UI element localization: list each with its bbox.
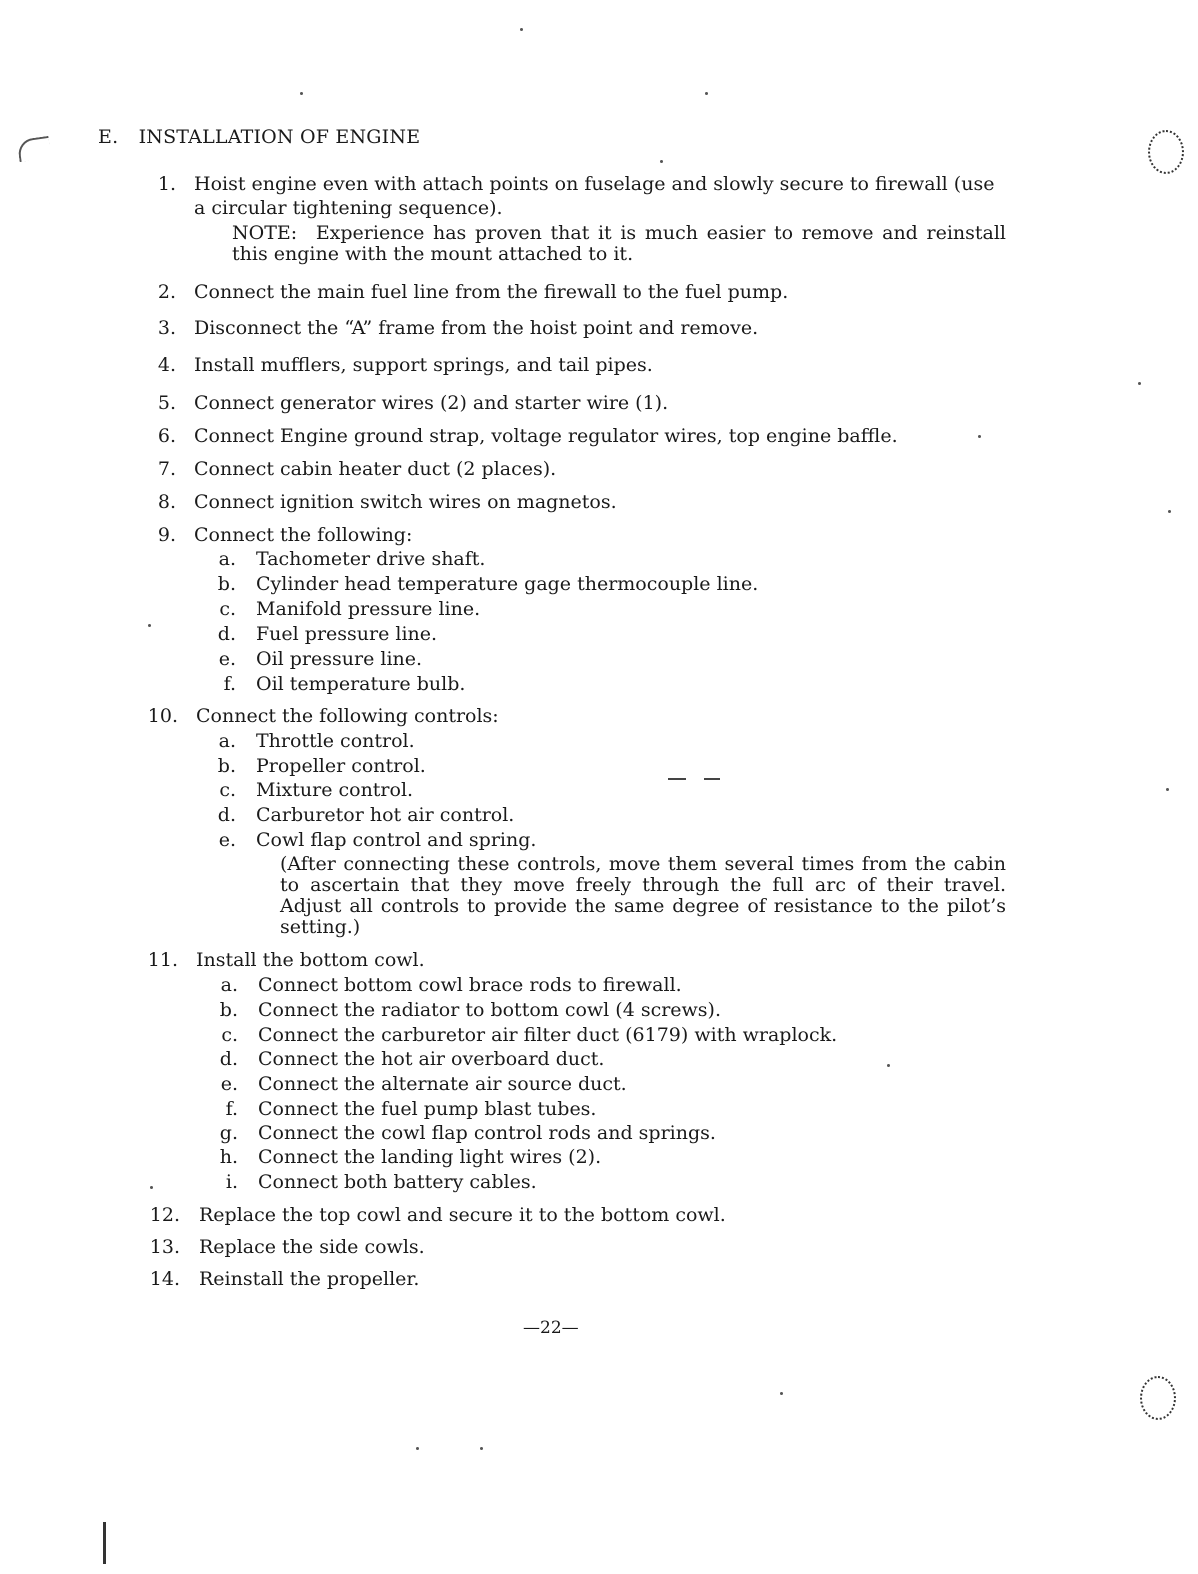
scan-speck	[660, 160, 663, 163]
note-label: NOTE:	[232, 222, 298, 244]
controls-paragraph: (After connecting these controls, move them several times from the cabin to ascertain that they move freely through the full arc of their travel. Adjust all controls to provide the same degree of resistance to the pilot’s setting.)	[280, 853, 1006, 938]
scan-speck	[668, 778, 686, 780]
step-text: Install mufflers, support springs, and tail pipes.	[194, 354, 653, 376]
step-number: 13.	[149, 1236, 180, 1258]
sub-letter: d.	[219, 1048, 238, 1070]
step-text: Install the bottom cowl.	[196, 949, 425, 971]
sub-text: Manifold pressure line.	[256, 598, 481, 620]
sub-text: Oil temperature bulb.	[256, 673, 466, 695]
step-text: Connect the following controls:	[196, 705, 499, 727]
sub-letter: c.	[221, 1024, 238, 1046]
sub-text: Connect bottom cowl brace rods to firewall.	[258, 974, 682, 996]
step-text: Connect the main fuel line from the firewall to the fuel pump.	[194, 281, 789, 303]
sub-text: Cylinder head temperature gage thermocouple line.	[256, 573, 759, 595]
sub-letter: a.	[220, 974, 238, 996]
step-text: Connect cabin heater duct (2 places).	[194, 458, 557, 480]
sub-text: Propeller control.	[256, 755, 426, 777]
sub-text: Connect the cowl flap control rods and springs.	[258, 1122, 716, 1144]
step-text: Connect the following:	[194, 524, 413, 546]
step-number: 4.	[157, 354, 176, 376]
step-number: 5.	[157, 392, 176, 414]
sub-text: Connect the radiator to bottom cowl (4 screws).	[258, 999, 722, 1021]
sub-letter: h.	[219, 1146, 238, 1168]
section-title: INSTALLATION OF ENGINE	[138, 126, 421, 148]
sub-letter: g.	[219, 1122, 238, 1144]
step-number: 9.	[157, 524, 176, 546]
sub-text: Connect the fuel pump blast tubes.	[258, 1098, 597, 1120]
sub-text: Connect the alternate air source duct.	[258, 1073, 627, 1095]
sub-letter: d.	[217, 804, 236, 826]
step-text-line-1: Hoist engine even with attach points on fuselage and slowly secure to firewall (use	[194, 173, 995, 195]
sub-text: Connect the hot air overboard duct.	[258, 1048, 605, 1070]
sub-text: Connect both battery cables.	[258, 1171, 537, 1193]
scan-speck	[520, 28, 523, 31]
sub-text: Connect the carburetor air filter duct (6179) with wraplock.	[258, 1024, 838, 1046]
sub-letter: a.	[218, 730, 236, 752]
scan-speck	[150, 1186, 153, 1189]
sub-letter: d.	[217, 623, 236, 645]
sub-text: Fuel pressure line.	[256, 623, 438, 645]
step-text: Disconnect the “A” frame from the hoist point and remove.	[194, 317, 759, 339]
scan-speck	[480, 1447, 483, 1450]
sub-text: Tachometer drive shaft.	[256, 548, 486, 570]
step-number: 1.	[157, 173, 176, 195]
sub-letter: c.	[219, 779, 236, 801]
step-text: Reinstall the propeller.	[199, 1268, 420, 1290]
scan-speck	[780, 1392, 783, 1395]
sub-letter: e.	[218, 829, 236, 851]
sub-letter: b.	[217, 573, 236, 595]
scan-speck	[1138, 382, 1141, 385]
sub-text: Carburetor hot air control.	[256, 804, 515, 826]
step-text: Replace the side cowls.	[199, 1236, 425, 1258]
scan-edge-mark	[17, 136, 52, 162]
step-note	[232, 223, 1006, 265]
sub-text: Mixture control.	[256, 779, 414, 801]
step-text: Replace the top cowl and secure it to the bottom cowl.	[199, 1204, 726, 1226]
step-number: 3.	[157, 317, 176, 339]
step-text-line-2: a circular tightening sequence).	[194, 197, 503, 219]
scan-speck	[300, 92, 303, 95]
step-number: 11.	[147, 949, 178, 971]
step-number: 2.	[157, 281, 176, 303]
scan-speck	[978, 435, 981, 438]
scan-speck	[416, 1447, 419, 1450]
sub-letter: a.	[218, 548, 236, 570]
step-number: 7.	[157, 458, 176, 480]
scan-speck	[887, 1064, 890, 1067]
scan-speck	[705, 92, 708, 95]
scan-speck	[1166, 788, 1169, 791]
sub-letter: b.	[219, 999, 238, 1021]
step-number: 12.	[149, 1204, 180, 1226]
sub-letter: e.	[220, 1073, 238, 1095]
sub-letter: b.	[217, 755, 236, 777]
sub-text: Connect the landing light wires (2).	[258, 1146, 602, 1168]
sub-text: Cowl flap control and spring.	[256, 829, 537, 851]
step-text: Connect ignition switch wires on magnetos.	[194, 491, 617, 513]
sub-letter: f.	[225, 1098, 238, 1120]
step-text: Connect Engine ground strap, voltage regulator wires, top engine baffle.	[194, 425, 898, 447]
step-text: Connect generator wires (2) and starter wire (1).	[194, 392, 669, 414]
punch-hole-lower	[1140, 1376, 1176, 1420]
sub-letter: e.	[218, 648, 236, 670]
sub-text: Oil pressure line.	[256, 648, 423, 670]
sub-text: Throttle control.	[256, 730, 415, 752]
punch-hole-mark	[1148, 130, 1184, 174]
step-number: 6.	[157, 425, 176, 447]
note-text: Experience has proven that it is much easier to remove and reinstall this engine with the mount attached to it.	[232, 222, 1006, 265]
step-number: 10.	[147, 705, 178, 727]
scan-speck	[704, 778, 720, 780]
sub-letter: f.	[223, 673, 236, 695]
scan-edge-mark	[103, 1522, 106, 1564]
section-heading	[98, 126, 420, 148]
sub-letter: i.	[225, 1171, 238, 1193]
step-number: 8.	[157, 491, 176, 513]
scan-speck	[1168, 510, 1171, 513]
scan-speck	[148, 624, 151, 627]
sub-letter: c.	[219, 598, 236, 620]
section-letter: E.	[98, 126, 119, 148]
page-number: —22—	[523, 1318, 579, 1338]
step-number: 14.	[149, 1268, 180, 1290]
